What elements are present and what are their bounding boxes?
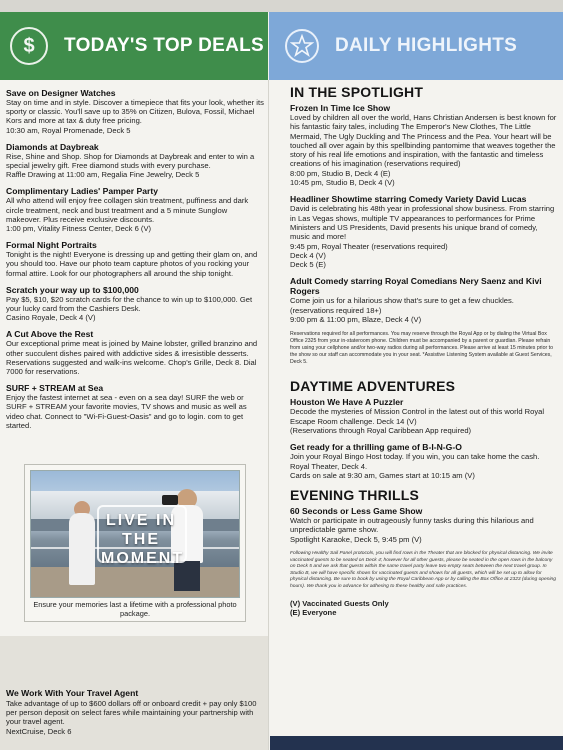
agent-detail: NextCruise, Deck 6 bbox=[6, 726, 72, 736]
event-time: 9:45 pm, Royal Theater (reservations required) bbox=[290, 241, 448, 251]
agent-title: We Work With Your Travel Agent bbox=[6, 688, 139, 698]
event-body: Loved by children all over the world, Hans Christian Andersen is best known for his fantastic fairy tales, including The Emperor's New Clothes, The Little Mermaid, The Ugly Duckling and The Princess and the Pea. Your heart will be touched all over again by this spellbinding pantomime that weaves together the story of his real life emotions and inspiration, with the fantastic and timeless creations of his imagination (reservations required) bbox=[290, 113, 557, 169]
deck-floor-shape bbox=[31, 567, 240, 598]
event-time: Deck 5 (E) bbox=[290, 260, 326, 270]
column-divider bbox=[268, 80, 269, 750]
spotlight-item bbox=[290, 194, 558, 269]
spotlight-item bbox=[290, 103, 558, 187]
event-body: Join your Royal Bingo Host today. If you win, you can take home the cash. Royal Theater, Deck 4. bbox=[290, 452, 540, 471]
deal-title: Formal Night Portraits bbox=[6, 240, 97, 251]
daily-highlights-title: DAILY HIGHLIGHTS bbox=[335, 35, 518, 56]
deal-detail: 1:00 pm, Vitality Fitness Center, Deck 6 (V) bbox=[6, 224, 152, 234]
event-time: 10:45 pm, Studio B, Deck 4 (V) bbox=[290, 178, 395, 188]
deal-item bbox=[6, 142, 264, 180]
deal-body: All who attend will enjoy free collagen skin treatment, puffiness and dark circle treatment, neck and bust treatment and a 5 minute Sunglow makeover. Plus receive exclusive discounts. bbox=[6, 196, 249, 224]
event-title: Frozen In Time Ice Show bbox=[290, 103, 391, 113]
deal-title: Save on Designer Watches bbox=[6, 88, 116, 98]
top-deals-header bbox=[0, 12, 268, 80]
event-body: David is celebrating his 48th year in professional show business. From starring in Las Vegas shows, multiple TV appearances to performances for Prime Ministers and US Presidents, David presents his unique brand of comedy, music and more! bbox=[290, 204, 555, 242]
top-deals-title: TODAY'S TOP DEALS bbox=[64, 35, 265, 56]
camera-icon bbox=[162, 495, 178, 505]
deal-item bbox=[6, 88, 264, 135]
page-top-edge bbox=[0, 0, 563, 12]
deal-body: Rise, Shine and Shop. Shop for Diamonds at Daybreak and enter to win a special jewelry gift. Free diamond studs with every purchase. bbox=[6, 151, 255, 171]
photo-package-image bbox=[30, 470, 240, 598]
legend-everyone: (E) Everyone bbox=[290, 607, 337, 617]
spotlight-item bbox=[290, 276, 558, 324]
dollar-badge-icon: $ bbox=[10, 27, 48, 65]
deal-detail: 10:30 am, Royal Promenade, Deck 5 bbox=[6, 125, 131, 135]
event-time: 9:00 pm & 11:00 pm, Blaze, Deck 4 (V) bbox=[290, 315, 422, 325]
event-time: Spotlight Karaoke, Deck 5, 9:45 pm (V) bbox=[290, 534, 422, 544]
deal-title: Complimentary Ladies' Pamper Party bbox=[6, 186, 159, 197]
deal-item bbox=[6, 186, 264, 233]
agent-body: Take advantage of up to $600 dollars off or onboard credit + pay only $100 per person deposit on select fares while maintaining your partnership with your travel agent. bbox=[6, 699, 257, 727]
evening-item bbox=[290, 506, 558, 544]
evening-heading: EVENING THRILLS bbox=[290, 487, 420, 504]
star-badge-icon bbox=[285, 29, 319, 63]
deal-title: Diamonds at Daybreak bbox=[6, 141, 99, 152]
event-body: Come join us for a hilarious show that's sure to get a few chuckles. (reservations required 18+) bbox=[290, 296, 514, 315]
spotlight-fine-print: Reservations required for all performances. You may reserve through the Royal App or by dialing the Virtual Box Office 2325 from your in-stateroom phone. Children must be accompanied by a parent or guardian. Please refrain from using your cellphone and/or two-way radios during all performances. Please arrive at least 15 minutes prior to the show so our staff can accommodate you in your seat. *Assistive Listening System available at Guest Services, Deck 5. bbox=[290, 331, 553, 366]
event-time: Cards on sale at 9:30 am, Games start at 10:15 am (V) bbox=[290, 470, 475, 480]
daytime-item bbox=[290, 442, 558, 480]
legend-vaccinated: (V) Vaccinated Guests Only bbox=[290, 598, 389, 608]
deal-body: Tonight is the night! Everyone is dressing up and getting their glam on, and you should too. Have our photo team capture photos of you rocking your formal attire. Look for our photographers all around the ship tonight. bbox=[6, 250, 258, 278]
daytime-heading: DAYTIME ADVENTURES bbox=[290, 378, 456, 395]
event-title: Headliner Showtime starring Comedy Variety David Lucas bbox=[290, 194, 527, 205]
deal-item bbox=[6, 329, 264, 376]
event-body: Decode the mysteries of Mission Control in the latest out of this world Royal Escape Room challenge. Deck 14 (V) bbox=[290, 407, 545, 426]
event-title: Get ready for a thrilling game of B-I-N-G-O bbox=[290, 442, 462, 453]
deal-item bbox=[6, 383, 264, 430]
event-time: Deck 4 (V) bbox=[290, 250, 326, 260]
deal-item bbox=[6, 285, 264, 323]
event-body: Watch or participate in outrageously funny tasks during this hilarious and unpredictable game show. bbox=[290, 516, 534, 535]
deal-detail: Raffle Drawing at 11:00 am, Regalia Fine Jewelry, Deck 5 bbox=[6, 170, 200, 180]
person-shape bbox=[69, 513, 95, 585]
daily-highlights-header bbox=[269, 12, 563, 80]
photo-overlay-text: LIVE IN THE MOMENT bbox=[101, 512, 185, 567]
event-title: Houston We Have A Puzzler bbox=[290, 397, 404, 408]
deal-title: SURF + STREAM at Sea bbox=[6, 383, 104, 394]
travel-agent-box bbox=[0, 636, 268, 750]
bottom-edge-strip bbox=[270, 736, 563, 750]
deal-body: Pay $5, $10, $20 scratch cards for the chance to win up to $100,000. Get your lucky card from the Cashiers Desk. bbox=[6, 294, 253, 314]
evening-fine-print: Following Healthy Sail Panel protocols, you will find rows in the Theater that are blocked for physical distancing. We invite vaccinated guests to be seated on Deck 4; however for all other guests, please be seated in the open rows in the balcony on Deck 5 and we ask that guests within the same travel party leave two empty seats between the next travel group. In Studio B, we will have specific shows for vaccinated guests and shows for all guests, which will be set up to allow for physical distancing. Be sure to book by using the Royal Caribbean App or by calling the Box Office at 2323 (during opening hours). We thank you in advance for adhering to these healthy and safe practices. bbox=[290, 551, 556, 589]
deal-item bbox=[6, 240, 264, 278]
deal-body: Stay on time and in style. Discover a timepiece that fits your look, whether its sporty or classic. You'll save up to 35% on Citizen, Bulova, Fossil, Michael Kors and more at tax & duty free pricing. bbox=[6, 98, 264, 126]
deal-body: Enjoy the fastest internet at sea - even on a sea day! SURF the web or SURF + STREAM your favorite movies, TV shows and music as well as video chat. Connect to "Wi-Fi-Guest-Oasis" and go to login. com to get started. bbox=[6, 393, 247, 430]
highlights-column bbox=[290, 84, 558, 617]
deal-detail: Casino Royale, Deck 4 (V) bbox=[6, 313, 96, 323]
spotlight-heading: IN THE SPOTLIGHT bbox=[290, 84, 424, 100]
deal-title: Scratch your way up to $100,000 bbox=[6, 284, 139, 295]
event-time: (Reservations through Royal Caribbean App required) bbox=[290, 425, 472, 435]
deal-body: Our exceptional prime meat is joined by Maine lobster, grilled branzino and other succulent dishes paired with addictive sides & irresistible desserts. Reservations suggested and walk-ins welcome. Chop's Grille, Deck 8. Dial 7000 for reservations. bbox=[6, 339, 258, 377]
deal-title: A Cut Above the Rest bbox=[6, 329, 94, 340]
photo-package-caption: Ensure your memories last a lifetime with a professional photo package. bbox=[33, 600, 237, 618]
event-time: 8:00 pm, Studio B, Deck 4 (E) bbox=[290, 168, 391, 178]
event-title: Adult Comedy starring Royal Comedians Nery Saenz and Kivi Rogers bbox=[290, 276, 542, 297]
daytime-item bbox=[290, 397, 558, 435]
event-title: 60 Seconds or Less Game Show bbox=[290, 506, 423, 517]
deals-column bbox=[6, 88, 264, 437]
